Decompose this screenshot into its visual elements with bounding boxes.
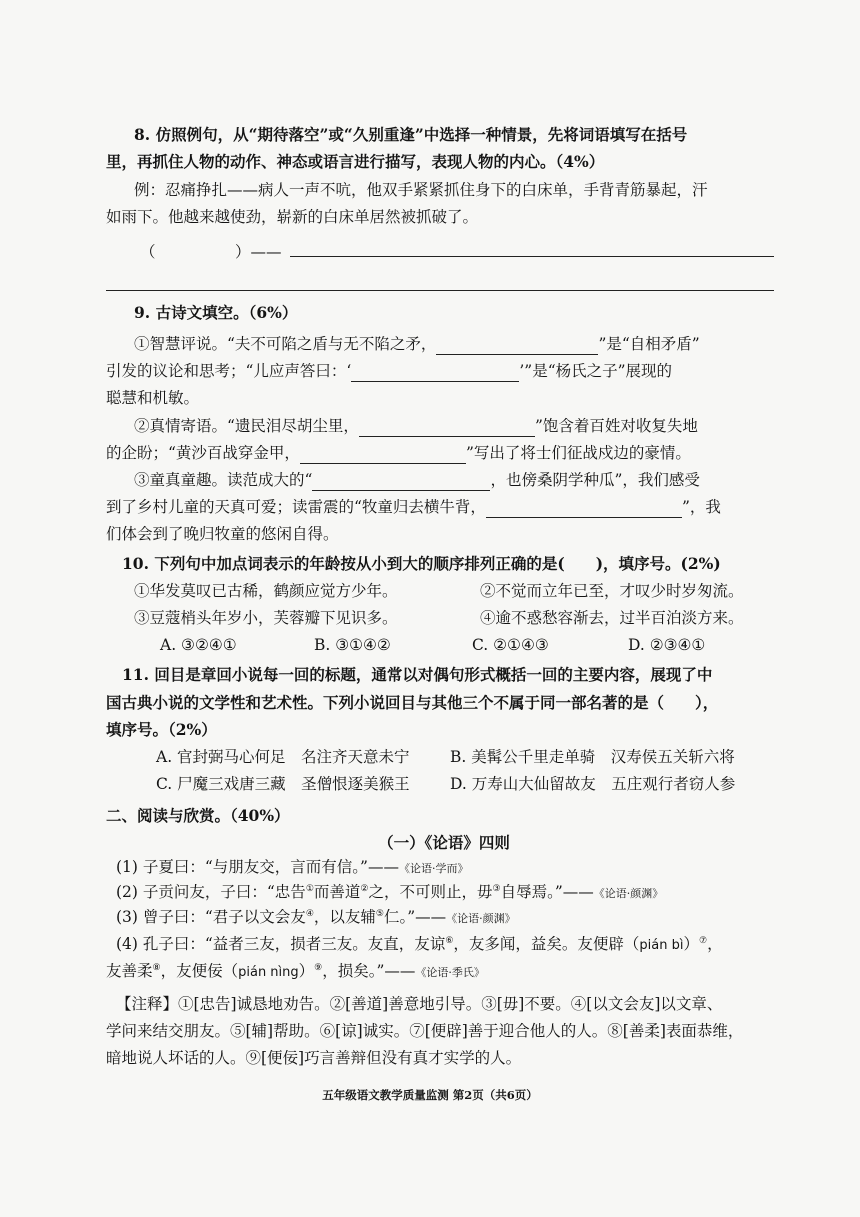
lunyu-1: [116, 856, 468, 880]
q8-stem-line1: 8. 仿照例句，从“期待落空”或“久别重逢”中选择一种情景，先将词语填写在括号: [134, 125, 688, 144]
q9-blank-6[interactable]: [486, 501, 682, 518]
note-ref-5: ⑤: [375, 908, 384, 919]
q11-stem-line1: 11. 回目是章回小说每一回的标题，通常以对偶句形式概括一回的主要内容，展现了中: [122, 665, 713, 684]
q9-blank-3[interactable]: [359, 420, 535, 437]
q8-stem-line2: 里，再抓住人物的动作、神态或语言进行描写，表现人物的内心。（4%）: [106, 152, 605, 171]
q9-blank-2[interactable]: [351, 365, 519, 382]
q9-line2-text-b: ’”是“杨氏之子”展现的: [519, 362, 673, 380]
lunyu-3-text-a: (3) 曾子曰：“君子以文会友: [116, 908, 306, 926]
lunyu-4-text-b: ，友多闻，益矣。友便辟（: [453, 935, 640, 953]
lunyu-1-text: (1) 子夏曰：“与朋友交，言而有信。”——: [116, 858, 399, 876]
note-ref-4: ④: [305, 908, 314, 919]
q9-line5: [106, 442, 691, 464]
lunyu-5-text-c: ）: [298, 962, 315, 980]
q9-blank-1[interactable]: [436, 338, 598, 355]
q10-option-c[interactable]: C. ②①④③: [472, 636, 549, 654]
q9-line7: [106, 496, 721, 518]
pinyin-pian-bi: pián bì: [639, 938, 684, 953]
note-ref-7: ⑦: [699, 935, 708, 946]
q9-line2: [106, 360, 672, 382]
q9-line2-text-a: 引发的议论和思考；“儿应声答曰：‘: [106, 362, 352, 380]
q11-option-a[interactable]: A. 官封弼马心何足 名注齐天意未宁: [156, 748, 410, 766]
pinyin-pian-ning: pián nìng: [238, 965, 299, 980]
notes-line1: 【注释】①[忠告]诚恳地劝告。②[善道]善意地引导。③[毋]不要。④[以文会友]以文章、: [116, 995, 723, 1013]
lunyu-3-source: 《论语·颜渊》: [446, 912, 516, 925]
note-ref-8: ⑧: [152, 962, 161, 973]
q10-option-b[interactable]: B. ③①④②: [314, 636, 391, 654]
lunyu-5-text-a: 友善柔: [106, 962, 153, 980]
q11-stem-line3: 填序号。（2%）: [106, 720, 217, 739]
note-ref-9: ⑨: [314, 962, 323, 973]
lunyu-3-text-b: ，以友辅: [313, 908, 376, 926]
note-ref-6: ⑥: [445, 935, 454, 946]
page-footer: 五年级语文教学质量监测 第2页（共6页）: [322, 1088, 538, 1102]
q11-option-d[interactable]: D. 万寿山大仙留故友 五庄观行者窃人参: [450, 775, 736, 793]
q8-example-line2: 如雨下。他越来越使劲，崭新的白床单居然被抓破了。: [106, 208, 479, 226]
q9-line5-text-b: ”写出了将士们征战戍边的豪情。: [465, 444, 691, 462]
q9-line6: [134, 469, 700, 491]
lunyu-3-text-c: 仁。”——: [383, 908, 447, 926]
q9-line1-text-b: ”是“自相矛盾”: [598, 335, 700, 353]
q10-item-3: ③豆蔻梢头年岁小，芙蓉瓣下见识多。: [134, 609, 398, 627]
q10-item-1: ①华发莫叹已古稀，鹤颜应觉方少年。: [134, 582, 398, 600]
q8-example-line1: 例：忍痛挣扎——病人一声不吭，他双手紧紧抓住身下的白床单，手背青筋暴起，汗: [134, 181, 708, 199]
lunyu-4-text-a: (4) 孔子曰：“益者三友，损者三友。友直，友谅: [116, 935, 446, 953]
q9-line1-text-a: ①智慧评说。“夫不可陷之盾与无不陷之矛，: [134, 335, 437, 353]
q11-option-b[interactable]: B. 美髯公千里走单骑 汉寿侯五关斩六将: [450, 748, 735, 766]
q9-line6-text-b: ，也傍桑阴学种瓜”，我们感受: [490, 471, 700, 489]
q10-option-d[interactable]: D. ②③④①: [628, 636, 706, 654]
notes-line3: 暗地说人坏话的人。⑨[便佞]巧言善辩但没有真才实学的人。: [106, 1049, 522, 1067]
q9-line4: [134, 415, 698, 437]
q9-line6-text-a: ③童真童趣。读范成大的“: [134, 471, 313, 489]
lunyu-2-text-b: 而善道: [313, 883, 361, 901]
lunyu-2-text-d: 自辱焉。”——: [500, 883, 594, 901]
lunyu-2: [116, 881, 663, 905]
section2-title: 二、阅读与欣赏。（40%）: [106, 806, 290, 825]
q9-line1: [134, 333, 700, 355]
q10-option-a[interactable]: A. ③②④①: [160, 636, 237, 654]
notes-line2: 学问来结交朋友。⑤[辅]帮助。⑥[谅]诚实。⑦[便辟]善于迎合他人的人。⑧[善柔]表面恭维，: [106, 1022, 744, 1040]
lunyu-2-text-c: 之，不可则止，毋: [368, 883, 493, 901]
q9-title: 9. 古诗文填空。（6%）: [134, 303, 298, 322]
q8-answer-line-2[interactable]: [106, 290, 774, 291]
note-ref-3: ③: [492, 883, 501, 894]
q9-line7-text-b: ”，我: [681, 498, 721, 516]
q11-stem-line2: 国古典小说的文学性和艺术性。下列小说回目与其他三个不属于同一部名著的是（ ），: [106, 693, 719, 712]
note-ref-1: ①: [305, 883, 314, 894]
q8-paren-open: （: [140, 243, 156, 261]
q10-item-4: ④逾不惑愁容渐去，过半百泊淡方来。: [480, 609, 744, 627]
lunyu-2-text-a: (2) 子贡问友，子曰：“忠告: [116, 883, 306, 901]
lunyu-4-text-c: ）: [683, 935, 699, 953]
q10-item-2: ②不觉而立年已至，才叹少时岁匆流。: [480, 582, 744, 600]
lunyu-1-source: 《论语·学而》: [398, 862, 469, 875]
q9-line8: 们体会到了晚归牧童的悠闲自得。: [106, 525, 339, 543]
note-ref-2: ②: [360, 883, 369, 894]
lunyu-3: [116, 906, 516, 930]
lunyu-5-source: 《论语·季氏》: [415, 966, 485, 979]
q9-line4-text-a: ②真情寄语。“遗民泪尽胡尘里，: [134, 417, 359, 435]
section2-subtitle: （一）《论语》四则: [378, 833, 510, 852]
q11-option-c[interactable]: C. 尸魔三戏唐三藏 圣僧恨逐美猴王: [156, 775, 410, 793]
q9-line7-text-a: 到了乡村儿童的天真可爱；读雷震的“牧童归去横牛背，: [106, 498, 486, 516]
lunyu-2-source: 《论语·颜渊》: [593, 887, 664, 900]
q8-answer-line-1[interactable]: [290, 256, 774, 257]
q8-paren-close: ）——: [235, 243, 282, 261]
q9-blank-5[interactable]: [312, 474, 490, 491]
q10-stem: 10. 下列句中加点词表示的年龄按从小到大的顺序排列正确的是( )，填序号。(2%): [122, 554, 721, 573]
lunyu-4: (4) 孔子曰：“益者三友，损者三友。友直，友谅⑥，友多闻，益矣。友便辟（pián bì）⑦，: [116, 935, 723, 953]
q9-line3: 聪慧和机敏。: [106, 389, 200, 407]
lunyu-5-text-b: ，友便佞（: [160, 962, 239, 980]
lunyu-5: [106, 960, 485, 984]
lunyu-5-text-d: ，损矣。”——: [322, 962, 416, 980]
q9-blank-4[interactable]: [300, 447, 466, 464]
q9-line5-text-a: 的企盼；“黄沙百战穿金甲，: [106, 444, 300, 462]
q9-line4-text-b: ”饱含着百姓对收复失地: [534, 417, 698, 435]
